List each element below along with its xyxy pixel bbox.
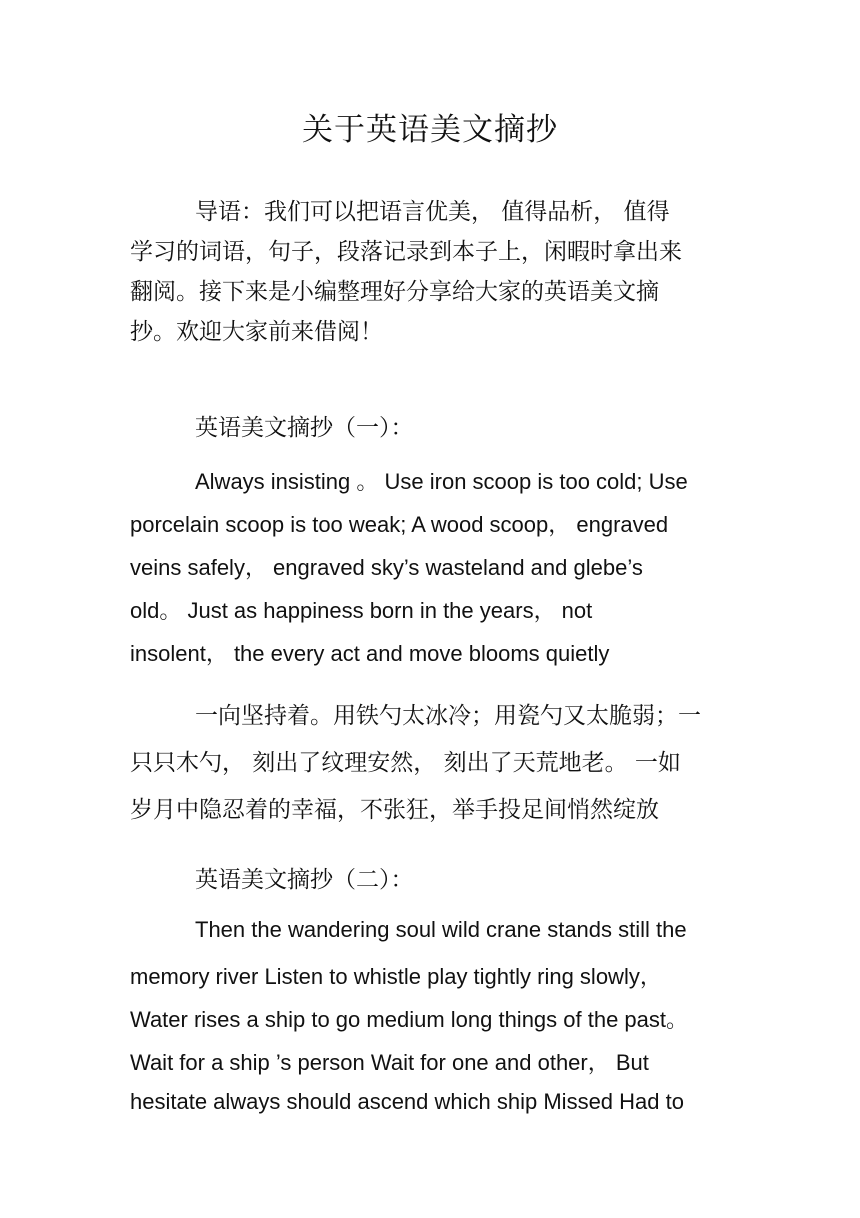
section2-en-line-5: hesitate always should ascend which ship Missed Had to — [130, 1089, 684, 1114]
document-title: 关于英语美文摘抄 — [302, 112, 558, 148]
section1-en-line-2: porcelain scoop is too weak; A wood scoop， engraved — [130, 512, 669, 537]
section2-heading: 英语美文摘抄（二）： — [195, 867, 414, 893]
section1-en-line-1: Always insisting 。 Use iron scoop is too cold; Use — [195, 469, 688, 494]
section2-en-line-1: Then the wandering soul wild crane stands still the — [195, 917, 687, 942]
intro-line-1: 导语：我们可以把语言优美， 值得品析， 值得 — [195, 199, 670, 225]
intro-line-4: 抄。欢迎大家前来借阅！ — [130, 319, 383, 345]
section1-en-line-3: veins safely， engraved sky’s wasteland and glebe’s — [130, 555, 643, 580]
section1-en-line-4: old。 Just as happiness born in the years， not — [130, 598, 593, 623]
intro-line-2: 学习的词语，句子，段落记录到本子上，闲暇时拿出来 — [130, 239, 682, 265]
section2-en-line-3: Water rises a ship to go medium long things of the past。 — [130, 1007, 689, 1032]
section1-cn-line-1: 一向坚持着。用铁勺太冰冷；用瓷勺又太脆弱；一 — [195, 703, 701, 729]
section1-en-line-5: insolent， the every act and move blooms quietly — [130, 641, 610, 666]
section1-cn-line-3: 岁月中隐忍着的幸福，不张狂，举手投足间悄然绽放 — [130, 797, 659, 823]
section2-en-line-2: memory river Listen to whistle play tightly ring slowly， — [130, 964, 662, 989]
section1-cn-line-2: 只只木勺， 刻出了纹理安然， 刻出了天荒地老。 一如 — [130, 750, 681, 776]
section1-heading: 英语美文摘抄（一）： — [195, 415, 414, 441]
intro-line-3: 翻阅。接下来是小编整理好分享给大家的英语美文摘 — [130, 279, 659, 305]
section2-en-line-4: Wait for a ship ’s person Wait for one and other， But — [130, 1050, 649, 1075]
